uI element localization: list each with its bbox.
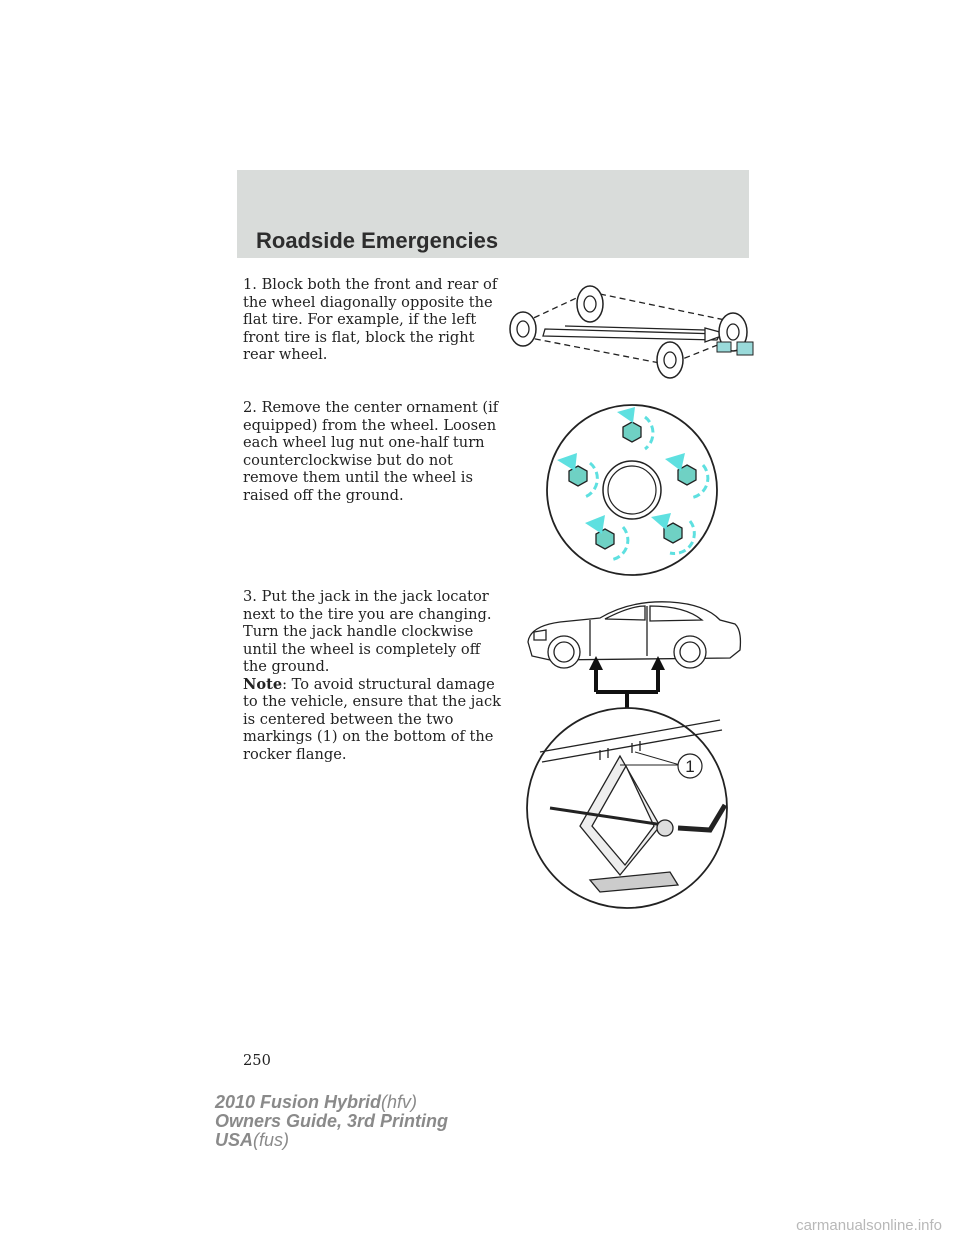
lug-nut-figure <box>545 403 720 578</box>
lug-nut-icon <box>569 466 587 486</box>
footer-line-2: Owners Guide, 3rd Printing <box>215 1111 449 1131</box>
footer-line-3 <box>215 1131 448 1150</box>
footer-model: 2010 Fusion Hybrid <box>215 1092 382 1112</box>
step-1 <box>243 276 505 364</box>
page-number: 250 <box>243 1052 271 1069</box>
car-side-view <box>528 602 740 668</box>
step-2-text: 2. Remove the center ornament (if equipped) from the wheel. Loosen each wheel lug nut one-half turn counterclockwise but do not remove them until the wheel is raised off the ground. <box>243 399 499 504</box>
footer <box>215 1093 448 1150</box>
callout-number: 1 <box>685 757 695 776</box>
locator-arrows <box>596 665 658 708</box>
footer-market-code: (fus) <box>253 1130 290 1150</box>
tire-left-rear-icon <box>657 342 683 378</box>
note-label: Note <box>243 675 283 693</box>
wheel-chock-icon <box>717 342 731 352</box>
wheel-block-figure <box>505 282 760 382</box>
tire-left-front-icon <box>510 312 536 346</box>
footer-model-code: (hfv) <box>381 1092 418 1112</box>
watermark: carmanualsonline.info <box>796 1217 942 1234</box>
step-2 <box>243 399 505 504</box>
footer-market: USA <box>215 1130 254 1150</box>
step-3 <box>243 588 505 763</box>
step-3-note <box>243 676 505 764</box>
lug-nut-icon <box>596 529 614 549</box>
note-text: : To avoid structural damage to the vehicle, ensure that the jack is centered between the two markings (1) on the bottom of the rocker flange. <box>243 675 501 763</box>
lug-nut-icon <box>623 422 641 442</box>
section-title: Roadside Emergencies <box>256 228 499 253</box>
step-3-text: 3. Put the jack in the jack locator next to the tire you are changing. Turn the jack handle clockwise until the wheel is completely off the ground. <box>243 588 492 675</box>
footer-line-1 <box>215 1093 448 1112</box>
step-1-text: 1. Block both the front and rear of the wheel diagonally opposite the flat tire. For example, if the left front tire is flat, block the right rear wheel. <box>243 276 498 363</box>
tire-right-front-icon <box>577 286 603 322</box>
jack-locator-figure <box>520 590 752 920</box>
wheel-chock-icon <box>737 342 753 355</box>
